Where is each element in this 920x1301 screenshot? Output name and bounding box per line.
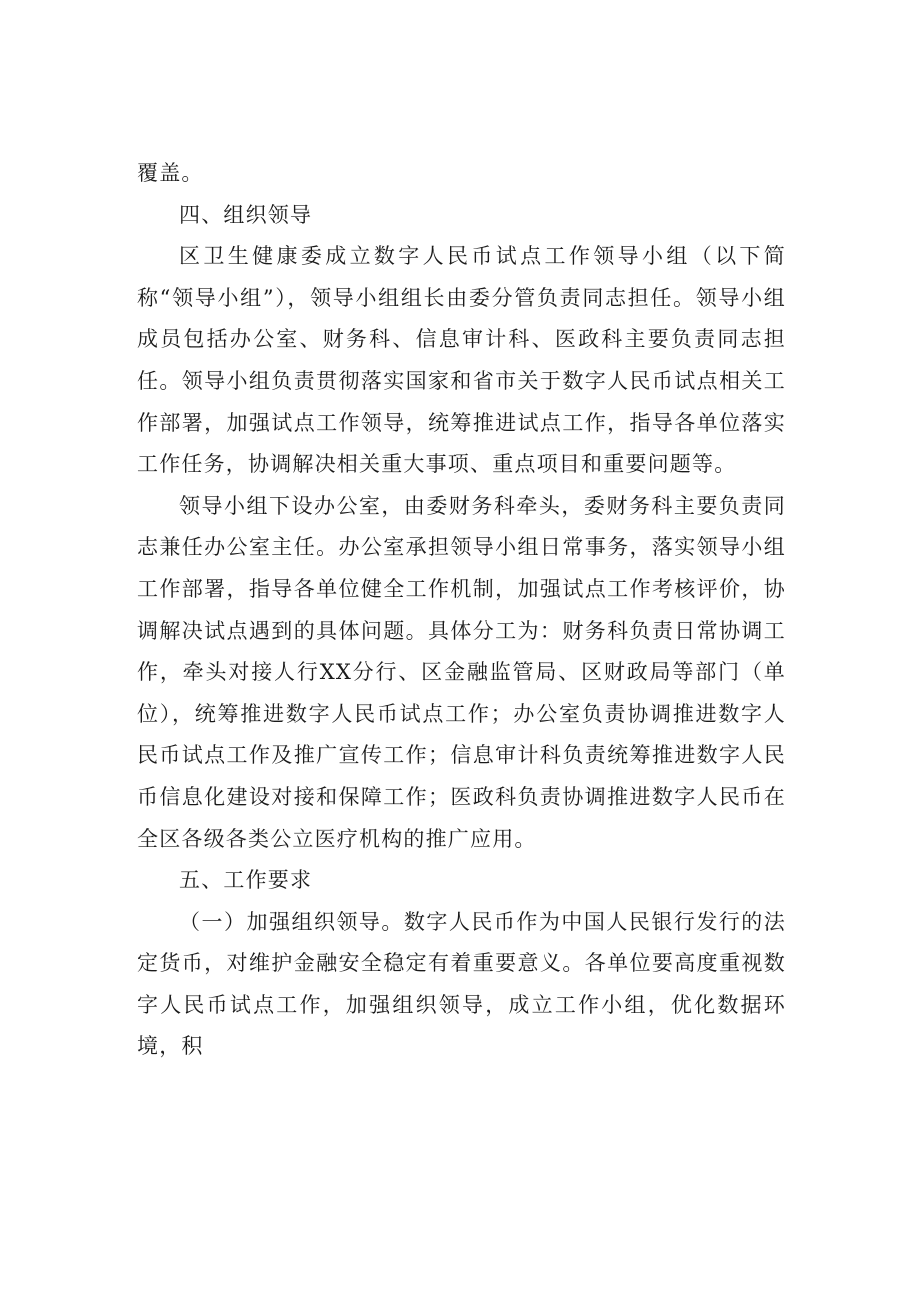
section-heading-work-requirements: 五、工作要求	[179, 868, 313, 893]
paragraph-office-duties: 领导小组下设办公室，由委财务科牵头，委财务科主要负责同志兼任办公室主任。办公室承担领导小组日常事务，落实领导小组工作部署，指导各单位健全工作机制，加强试点工作考核评价，协调解决试点遇到的具体问题。具体分工为：财务科负责日常协调工作，牵头对接人行XX分行、区金融监管局、区财政局等部门（单位），统筹推进数字人民币试点工作；办公室负责协调推进数字人民币试点工作及推广宣传工作；信息审计科负责统筹推进数字人民币信息化建设对接和保障工作；医政科负责协调推进数字人民币在全区各级各类公立医疗机构的推广应用。	[137, 493, 786, 851]
document-body	[137, 153, 786, 1068]
paragraph-continuation: 覆盖。	[137, 161, 204, 185]
section-heading-organization-leadership: 四、组织领导	[179, 202, 313, 227]
paragraph-strengthen-leadership: （一）加强组织领导。数字人民币作为中国人民银行发行的法定货币，对维护金融安全稳定有着重要意义。各单位要高度重视数字人民币试点工作，加强组织领导，成立工作小组，优化数据环境，积	[137, 909, 786, 1059]
paragraph-leading-group: 区卫生健康委成立数字人民币试点工作领导小组（以下简称“领导小组”），领导小组组长由委分管负责同志担任。领导小组成员包括办公室、财务科、信息审计科、医政科主要负责同志担任。领导小组负责贯彻落实国家和省市关于数字人民币试点相关工作部署，加强试点工作领导，统筹推进试点工作，指导各单位落实工作任务，协调解决相关重大事项、重点项目和重要问题等。	[137, 244, 786, 477]
